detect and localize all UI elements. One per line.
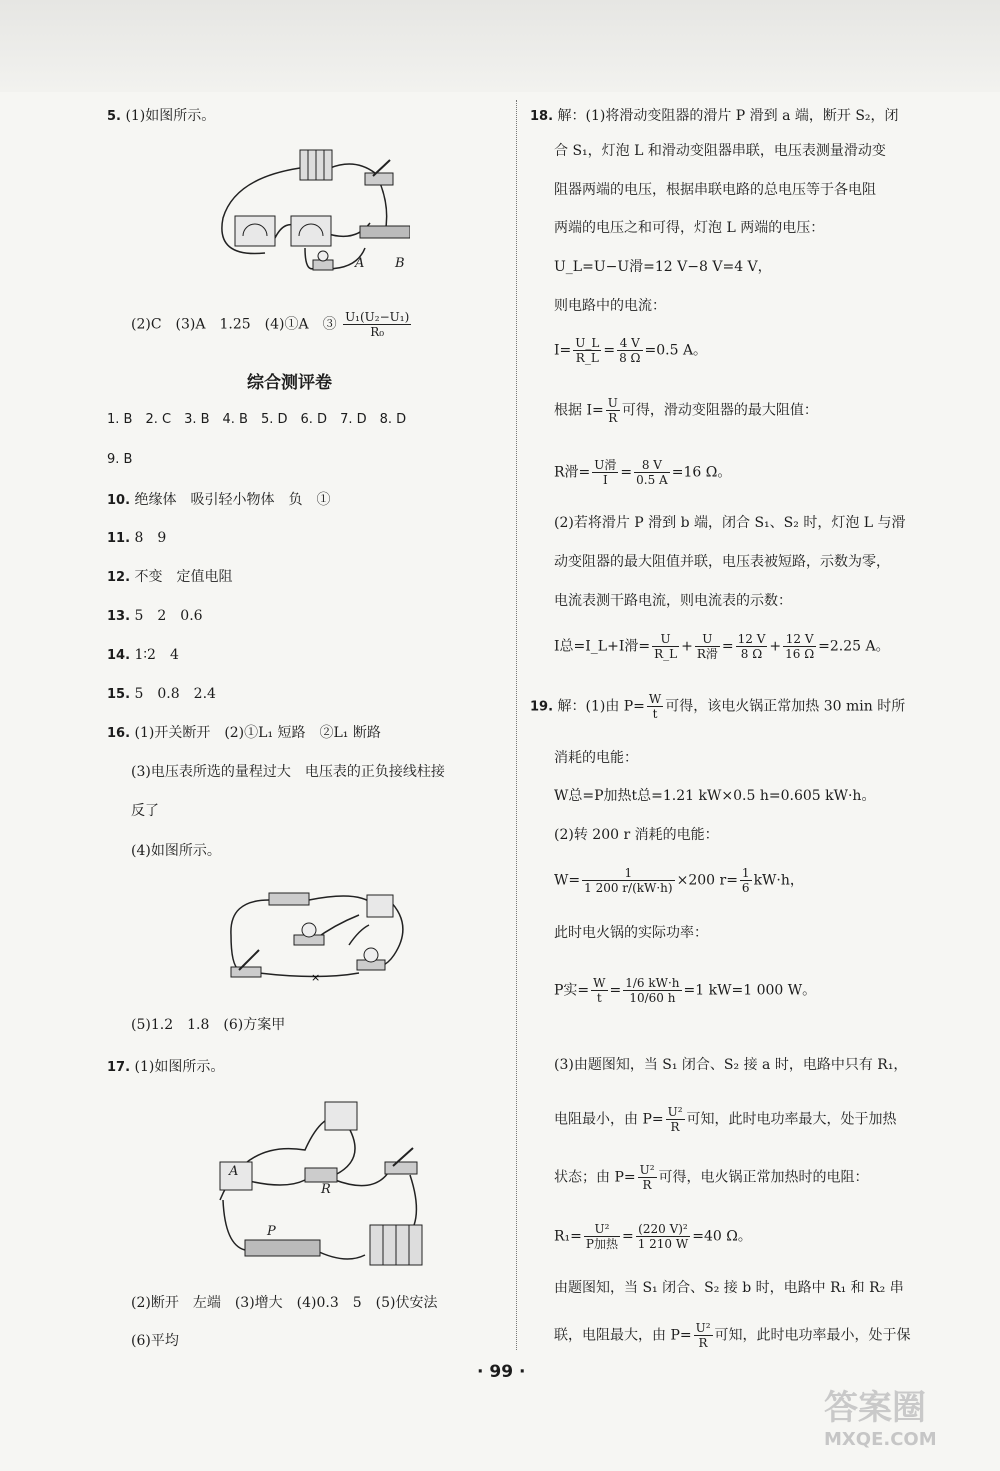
watermark-url-text: MXQE.COM [824, 1429, 937, 1450]
q17-line2: (2)断开 左端 (3)增大 (4)0.3 5 (5)伏安法 [131, 1295, 438, 1311]
q16-line3: 反了 [131, 803, 159, 819]
mc-answers-row1: 1. B 2. C 3. B 4. B 5. D 6. D 7. D 8. D [107, 412, 407, 427]
q19-eq2: W= $\frac{1}{1 200 r/(kW\cdot h)}$ ×200 r= $\frac{1}{6}$ kW·h， [554, 866, 804, 895]
frac: $\frac{U}{R\_L}$ [654, 632, 678, 661]
q18-eq1: I= $\frac{U\_L}{R\_L}$ = $\frac{4 V}{8 \Omega}$ =0.5 A。 [554, 336, 708, 365]
q17-line1: 17. (1)如图所示。 [107, 1059, 225, 1075]
frac: $\frac{12 V}{16 \Omega}$ [785, 632, 815, 661]
q18-eq4: I总=I_L+I滑= $\frac{U}{R\_L}$ + $\frac{U}{\text{R滑}}$ = $\frac{12 V}{8 \Omega}$ + $\frac{12 V}{16 \Omega}$ =2.25 A。 [554, 632, 890, 661]
q16-line5: (5)1.2 1.8 (6)方案甲 [131, 1017, 286, 1033]
frac: $\frac{U\_L}{R\_L}$ [575, 336, 600, 365]
q13: 13. 5 2 0.6 [107, 608, 203, 624]
q11: 11. 8 9 [107, 530, 167, 546]
q17-fig-label-p: P [267, 1224, 276, 1239]
frac: $\frac{\text{U²}}{\text{P加热}}$ [585, 1222, 618, 1251]
q19-eq6: R₁= $\frac{\text{U²}}{\text{P加热}}$ = $\frac{\text{(220 V)²}}{1 210 W}$ =40 Ω。 [554, 1222, 752, 1251]
frac: $\frac{12 V}{8 \Omega}$ [737, 632, 766, 661]
q18-line3: 阻器两端的电压，根据串联电路的总电压等于各电阻 [554, 182, 876, 198]
watermark-logo-text: 答案圈 [824, 1388, 926, 1428]
q16-line1: 16. (1)开关断开 (2)①L₁ 短路 ②L₁ 断路 [107, 725, 381, 741]
q19-eq4: 电阻最小，由 P= $\frac{\text{U²}}{R}$ 可知，此时电功率最大，处于加热 [554, 1105, 897, 1134]
frac: $\frac{U}{R}$ [607, 396, 618, 425]
watermark-stamp [824, 1380, 974, 1460]
page-number: · 99 · [477, 1362, 526, 1382]
frac: $\frac{1}{6}$ [741, 866, 750, 895]
q17-fig-label-a: A [229, 1164, 239, 1179]
frac: $\frac{\text{U²}}{R}$ [667, 1105, 683, 1134]
frac: $\frac{4 V}{8 \Omega}$ [619, 336, 641, 365]
q19-line5: (3)由题图知，当 S₁ 闭合、S₂ 接 a 时，电路中只有 R₁， [554, 1057, 908, 1073]
q16-line2: (3)电压表所选的量程过大 电压表的正负接线柱接 [131, 764, 445, 780]
frac: $\frac{W}{t}$ [648, 692, 662, 721]
q18-line7: (2)若将滑片 P 滑到 b 端，闭合 S₁、S₂ 时，灯泡 L 与滑 [554, 515, 906, 531]
mc-answers-row2: 9. B [107, 452, 133, 467]
q19-line3: (2)转 200 r 消耗的电能： [554, 827, 719, 843]
q18-line8: 动变阻器的最大阻值并联，电压表被短路，示数为零， [554, 554, 890, 570]
q18-line2: 合 S₁，灯泡 L 和滑动变阻器串联，电压表测量滑动变 [554, 143, 886, 159]
q19-eq3: P实= $\frac{W}{t}$ = $\frac{1/6 kW\cdot h}{10/60 h}$ =1 kW=1 000 W。 [554, 976, 817, 1005]
q10: 10. 绝缘体 吸引轻小物体 负 ① [107, 492, 331, 508]
svg-text:×: × [311, 971, 321, 984]
q5-line1: 5. (1)如图所示。 [107, 108, 216, 124]
frac: $\frac{\text{U滑}}{I}$ [594, 458, 617, 487]
q18-eq3: R滑= $\frac{\text{U滑}}{I}$ = $\frac{8 V}{0.5 A}$ =16 Ω。 [554, 458, 732, 487]
q5-answers: (2)C (3)A 1.25 (4)①A ③ $\frac{\text{U₁(U₂−U₁)}}{\text{R₀}}$ [131, 310, 410, 339]
q19-eq7: 联，电阻最大，由 P= $\frac{\text{U²}}{R}$ 可知，此时电功率最小，处于保 [554, 1321, 911, 1350]
q19-line4: 此时电火锅的实际功率： [554, 925, 708, 941]
q18-line1: 18. 解：(1)将滑动变阻器的滑片 P 滑到 a 端，断开 S₂，闭 [530, 108, 899, 124]
q16-circuit-figure [219, 885, 409, 985]
q18-line6: 则电路中的电流： [554, 298, 666, 314]
frac: $\frac{1/6 kW\cdot h}{10/60 h}$ [625, 976, 680, 1005]
q14: 14. 1∶2 4 [107, 647, 179, 663]
q5-fig-label-b: B [395, 256, 405, 271]
frac: $\frac{\text{U²}}{R}$ [639, 1163, 655, 1192]
q18-line9: 电流表测干路电流，则电流表的示数： [554, 593, 792, 609]
q17-circuit-figure [205, 1100, 430, 1275]
q18-line5: U_L=U−U滑=12 V−8 V=4 V， [554, 259, 772, 275]
q19-eq1: 19. 解：(1)由 P= $\frac{W}{t}$ 可得，该电火锅正常加热 30 min 时所 [530, 692, 906, 721]
q18-line4: 两端的电压之和可得，灯泡 L 两端的电压： [554, 220, 825, 236]
frac: $\frac{W}{t}$ [593, 976, 606, 1005]
q5-fraction: $\frac{\text{U₁(U₂−U₁)}}{\text{R₀}}$ [345, 310, 410, 339]
q19-eq5: 状态；由 P= $\frac{\text{U²}}{R}$ 可得，电火锅正常加热时的电阻： [554, 1163, 869, 1192]
frac: $\frac{\text{U²}}{R}$ [695, 1321, 711, 1350]
frac: $\frac{U}{\text{R滑}}$ [696, 632, 718, 661]
q17-fig-label-r: R [321, 1182, 331, 1197]
q17-line3: (6)平均 [131, 1333, 179, 1349]
q19-line6: 由题图知，当 S₁ 闭合、S₂ 接 b 时，电路中 R₁ 和 R₂ 串 [554, 1280, 904, 1296]
frac: $\frac{8 V}{0.5 A}$ [636, 458, 668, 487]
q15: 15. 5 0.8 2.4 [107, 686, 216, 702]
q19-line1: 消耗的电能： [554, 750, 638, 766]
q5-circuit-figure [205, 148, 410, 280]
frac: $\frac{\text{(220 V)²}}{1 210 W}$ [637, 1222, 689, 1251]
section-title: 综合测评卷 [247, 373, 332, 393]
q18-eq2: 根据 I= $\frac{U}{R}$ 可得，滑动变阻器的最大阻值： [554, 396, 818, 425]
q12: 12. 不变 定值电阻 [107, 569, 233, 585]
column-divider [516, 100, 517, 1350]
scan-top-band [0, 0, 1000, 92]
q19-line2: W总=P加热t总=1.21 kW×0.5 h=0.605 kW·h。 [554, 788, 876, 804]
frac: $\frac{1}{1 200 r/(kW\cdot h)}$ [584, 866, 673, 895]
q5-fig-label-a: A [355, 256, 365, 271]
q16-line4: (4)如图所示。 [131, 843, 221, 859]
